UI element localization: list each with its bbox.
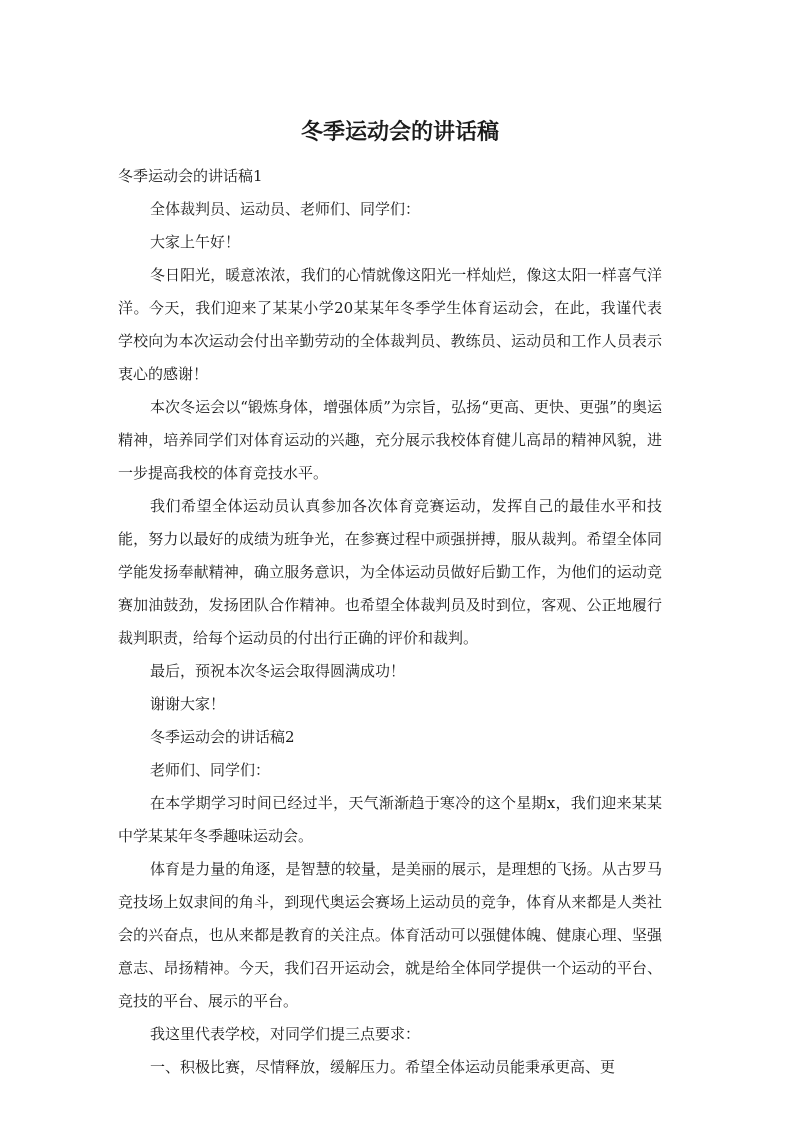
paragraph: 冬季运动会的讲话稿2 xyxy=(150,728,295,746)
document-title: 冬季运动会的讲话稿 xyxy=(300,120,499,145)
paragraph: 一、积极比赛，尽情释放，缓解压力。希望全体运动员能秉承更高、更 xyxy=(150,1058,616,1076)
paragraph: 大家上午好！ xyxy=(150,233,241,251)
paragraph: 老师们、同学们： xyxy=(150,761,271,779)
paragraph: 全体裁判员、运动员、老师们、同学们： xyxy=(150,200,421,218)
paragraph: 冬日阳光，暖意浓浓，我们的心情就像这阳光一样灿烂，像这太阳一样喜气洋洋。今天，我们迎来了某某小学20某某年冬季学生体育运动会，在此，我谨代表学校向为本次运动会付出辛勤劳动的全体裁判员、教练员、运动员和工作人员表示衷心的感谢！ xyxy=(118,266,662,383)
paragraph: 我们希望全体运动员认真参加各次体育竞赛运动，发挥自己的最佳水平和技能，努力以最好的成绩为班争光，在参赛过程中顽强拼搏，服从裁判。希望全体同学能发扬奉献精神，确立服务意识，为全体运动员做好后勤工作，为他们的运动竞赛加油鼓劲，发扬团队合作精神。也希望全体裁判员及时到位，客观、公正地履行裁判职责，给每个运动员的付出行正确的评价和裁判。 xyxy=(118,497,662,647)
paragraph: 体育是力量的角逐，是智慧的较量，是美丽的展示，是理想的飞扬。从古罗马竞技场上奴隶间的角斗，到现代奥运会赛场上运动员的竞争，体育从来都是人类社会的兴奋点，也从来都是教育的关注点。体育活动可以强健体魄、健康心理、坚强意志、昂扬精神。今天，我们召开运动会，就是给全体同学提供一个运动的平台、竞技的平台、展示的平台。 xyxy=(118,860,662,1010)
paragraph: 谢谢大家！ xyxy=(150,695,226,713)
paragraph: 在本学期学习时间已经过半，天气渐渐趋于寒冷的这个星期x，我们迎来某某中学某某年冬季趣味运动会。 xyxy=(118,794,662,845)
document-body xyxy=(118,160,662,1084)
paragraph: 我这里代表学校，对同学们提三点要求： xyxy=(150,1025,421,1043)
paragraph: 最后，预祝本次冬运会取得圆满成功！ xyxy=(150,662,406,680)
paragraph: 本次冬运会以“锻炼身体，增强体质”为宗旨，弘扬“更高、更快、更强”的奥运精神，培养同学们对体育运动的兴趣，充分展示我校体育健儿高昂的精神风貌，进一步提高我校的体育竞技水平。 xyxy=(118,398,662,482)
paragraph: 冬季运动会的讲话稿1 xyxy=(118,167,263,185)
